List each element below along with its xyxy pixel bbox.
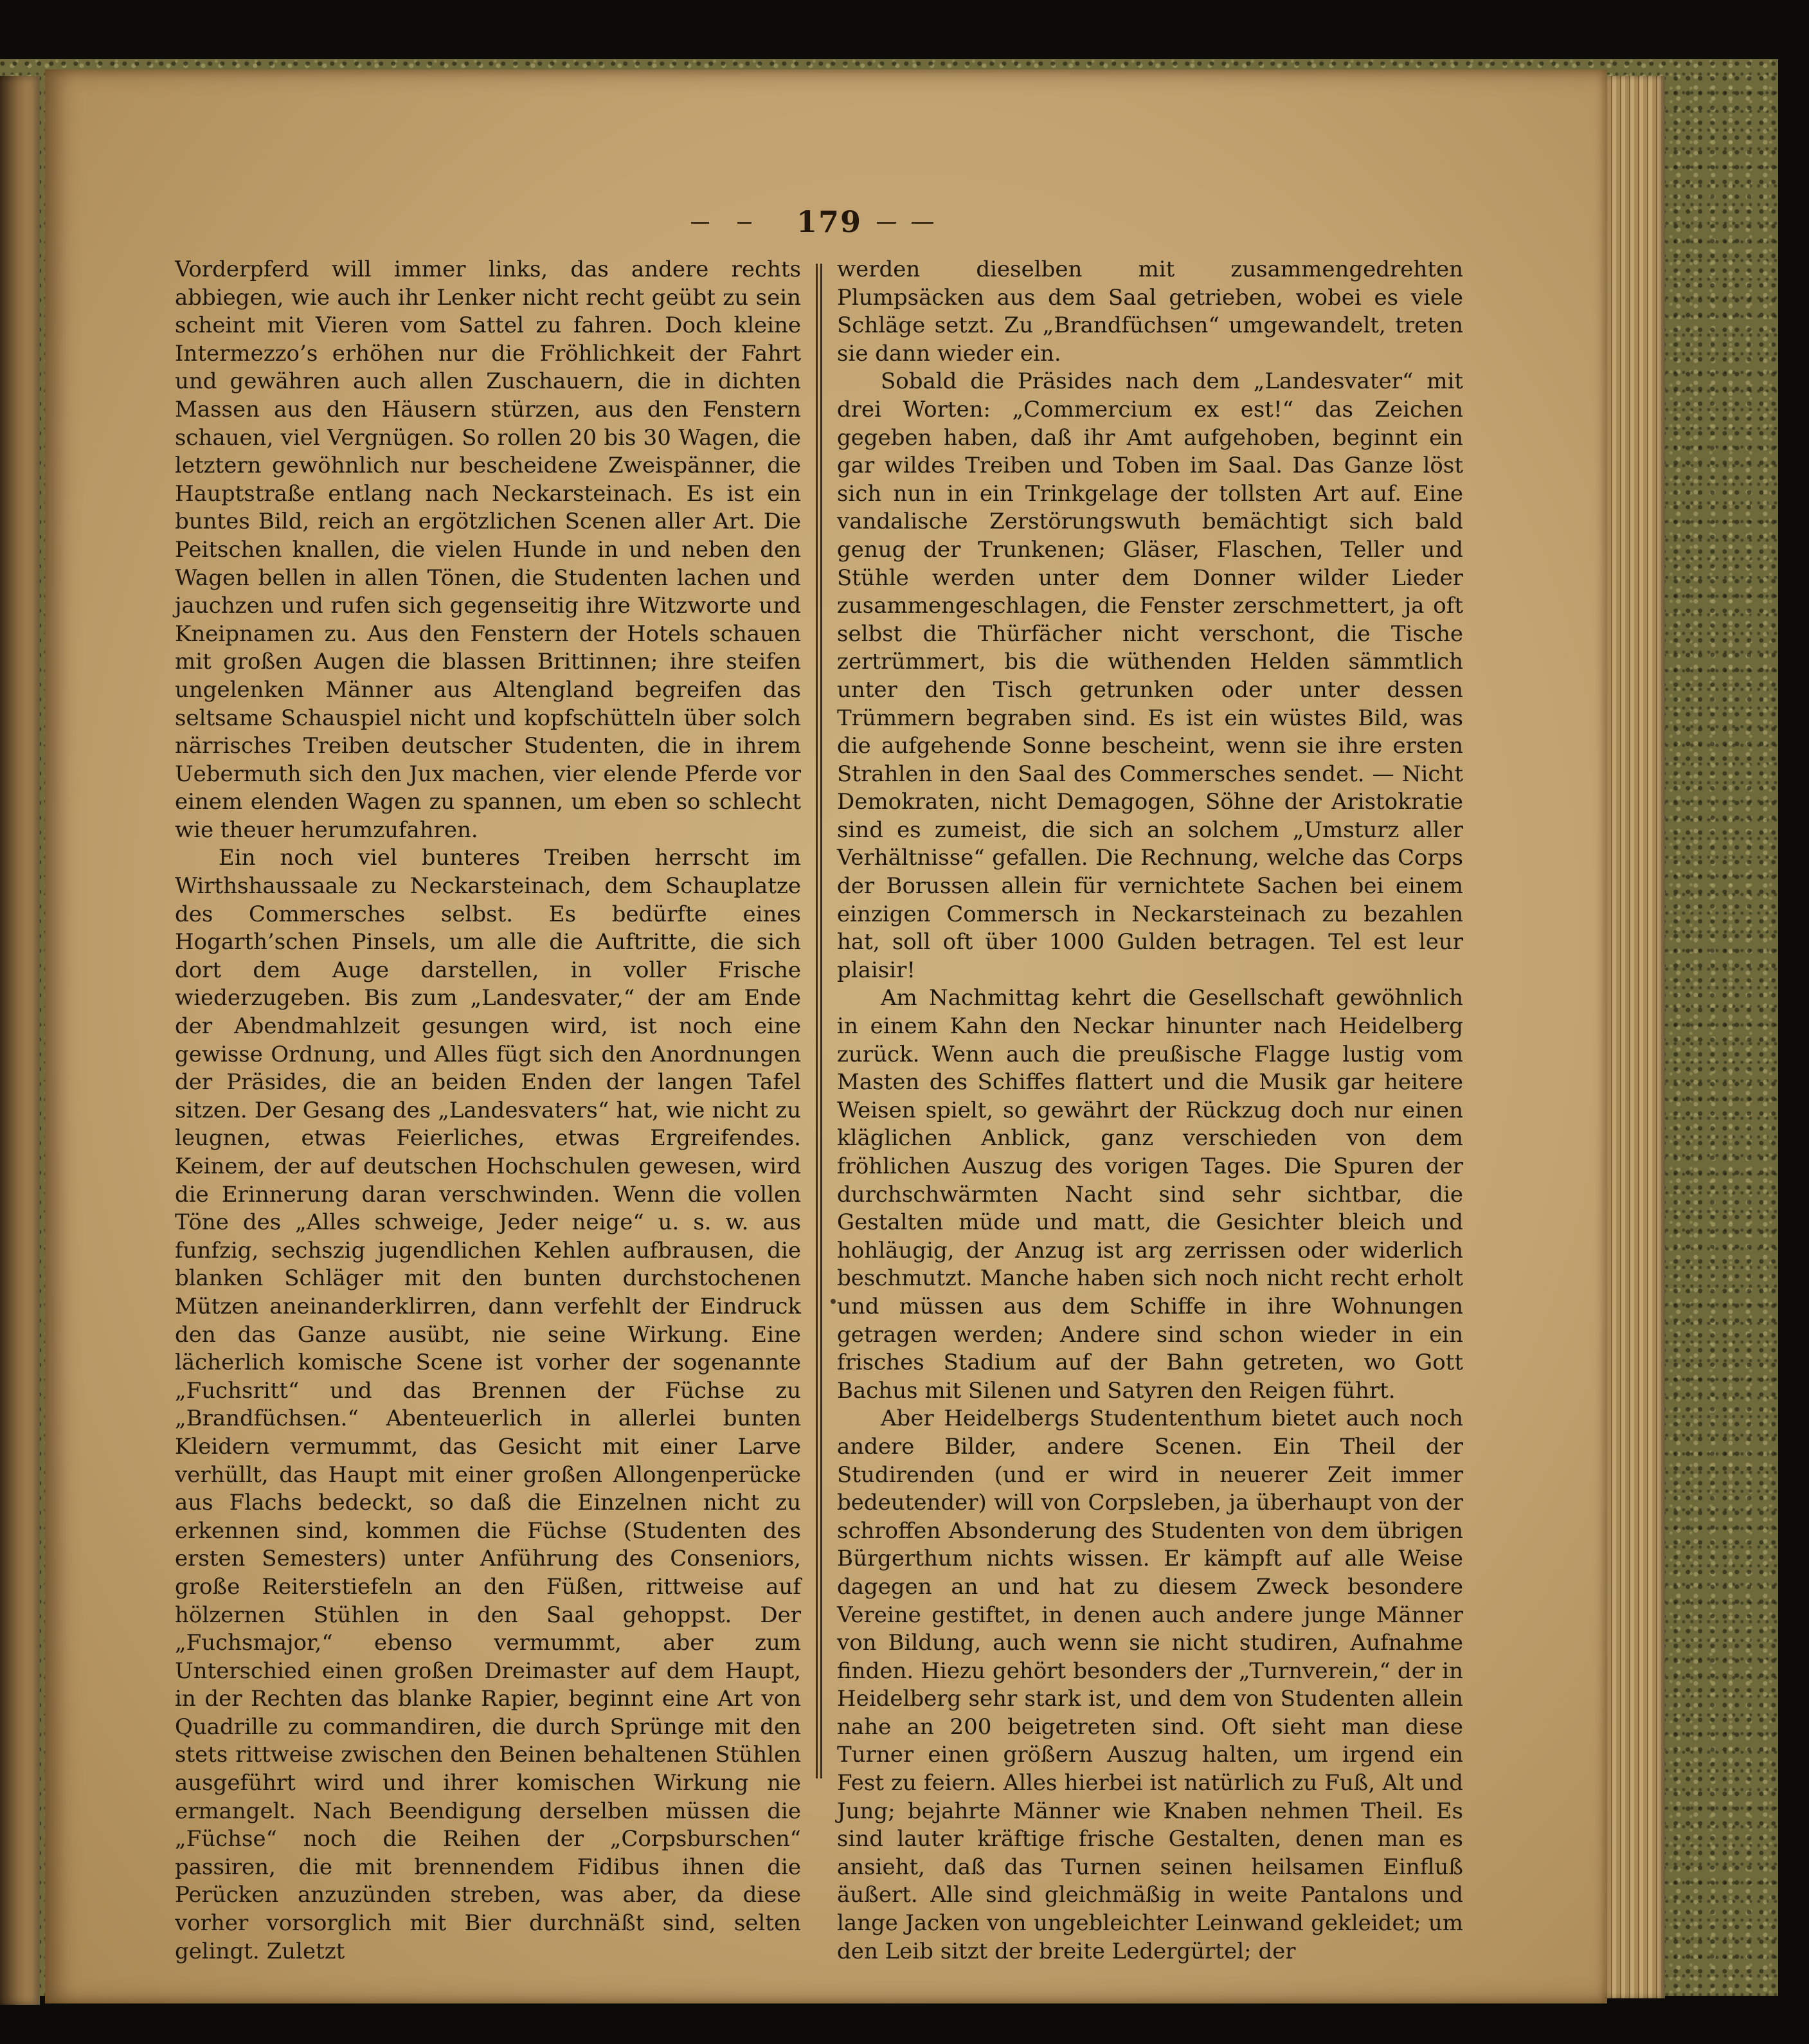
header-dash-right-inner <box>877 222 896 224</box>
paper-mark <box>831 1299 836 1304</box>
paragraph: Am Nachmittag kehrt die Gesellschaft gewöhnlich in einem Kahn den Neckar hinunter nach Heidelberg zurück. Wenn auch die preußische Flagge lustig vom Masten des Schiffes flattert und die Musik gar heitere Weisen spielt, so gewährt der Rückzug doch nur einen kläglichen Anblick, ganz verschieden von dem fröhlichen Auszug des vorigen Tages. Die Spuren der durchschwärmten Nacht sind sehr sichtbar, die Gestalten müde und matt, die Gesichter bleich und hohläugig, der Anzug ist arg zerrissen oder widerlich beschmutzt. Manche haben sich noch nicht recht erholt und müssen aus dem Schiffe in ihre Wohnungen getragen werden; Andere sind schon wieder in ein frisches Stadium auf der Bahn getreten, wo Gott Bachus mit Silenen und Satyren den Reigen führt. <box>837 985 1463 1404</box>
page-edges <box>1607 76 1665 1998</box>
paragraph: Aber Heidelbergs Studententhum bietet auch noch andere Bilder, andere Scenen. Ein Theil der Studirenden (und er wird in neuerer Zeit immer bedeutender) will von Corpsleben, ja überhaupt von der schroffen Absonderung des Studenten von dem übrigen Bürgerthum nichts wissen. Er kämpft auf alle Weise dagegen an und hat zu diesem Zweck besondere Vereine gestiftet, in denen auch andere junge Männer von Bildung, auch wenn sie nicht studiren, Aufnahme finden. Hiezu gehört besonders der „Turnverein,“ der in Heidelberg sehr stark ist, und dem von Studenten allein nahe an 200 beigetreten sind. Oft sieht man diese Turner einen größern Auszug halten, um irgend ein Fest zu feiern. Alles hierbei ist natürlich zu Fuß, Alt und Jung; bejahrte Männer wie Knaben nehmen Theil. Es sind lauter kräftige frische Gestalten, denen man es ansieht, daß das Turnen seinen heilsamen Einfluß äußert. Alle sind gleichmäßig in weite Pantalons und lange Jacken von ungebleichter Leinwand gekleidet; um den Leib sitzt der breite Ledergürtel; der <box>837 1406 1463 1964</box>
left-text-column <box>175 256 801 1966</box>
paragraph: Ein noch viel bunteres Treiben herrscht im Wirthshaussaale zu Neckarsteinach, dem Schauplatze des Commersches selbst. Es bedürfte eines Hogarth’schen Pinsels, um alle die Auftritte, die sich dort dem Auge darstellen, in voller Frische wiederzugeben. Bis zum „Landesvater,“ der am Ende der Abendmahlzeit gesungen wird, ist noch eine gewisse Ordnung, und Alles fügt sich den Anordnungen der Präsides, die an beiden Enden der langen Tafel sitzen. Der Gesang des „Landesvaters“ hat, wie nicht zu leugnen, etwas Feierliches, etwas Ergreifendes. Keinem, der auf deutschen Hochschulen gewesen, wird die Erinnerung daran verschwinden. Wenn die vollen Töne des „Alles schweige, Jeder neige“ u. s. w. aus funfzig, sechszig jugendlichen Kehlen aufbrausen, die blanken Schläger mit den bunten durchstochenen Mützen aneinanderklirren, dann verfehlt der Eindruck den das Ganze ausübt, nie seine Wirkung. Eine lächerlich komische Scene ist vorher der sogenannte „Fuchsritt“ und das Brennen der Füchse zu „Brandfüchsen.“ Abenteuerlich in allerlei bunten Kleidern vermummt, das Gesicht mit einer Larve verhüllt, das Haupt mit einer großen Allongenperücke aus Flachs bedeckt, so daß die Einzelnen nicht zu erkennen sind, kommen die Füchse (Studenten des ersten Semesters) unter Anführung des Conseniors, große Reiterstiefeln an den Füßen, rittweise auf hölzernen Stühlen in den Saal gehoppst. Der „Fuchsmajor,“ ebenso vermummt, aber zum Unterschied einen großen Dreimaster auf dem Haupt, in der Rechten das blanke Rapier, beginnt eine Art von Quadrille zu commandiren, die durch Sprünge mit den stets rittweise zwischen den Beinen behaltenen Stühlen ausgeführt wird und ihrer komischen Wirkung nie ermangelt. Nach Beendigung derselben müssen die „Füchse“ noch die Reihen der „Corpsburschen“ passiren, die mit brennendem Fidibus ihnen die Perücken anzuzünden streben, was aber, da diese vorher vorsorglich mit Bier durchnäßt sind, selten gelingt. Zuletzt <box>175 845 801 1964</box>
right-text-column <box>837 256 1463 1966</box>
paragraph: werden dieselben mit zusammengedrehten Plumpsäcken aus dem Saal getrieben, wobei es viele Schläge setzt. Zu „Brandfüchsen“ umgewandelt, treten sie dann wieder ein. <box>837 257 1463 366</box>
facing-page-edge <box>0 76 40 2005</box>
paragraph: Sobald die Präsides nach dem „Landesvater“ mit drei Worten: „Commercium ex est!“ das Zeichen gegeben haben, daß ihr Amt aufgehoben, beginnt ein gar wildes Treiben und Toben im Saal. Das Ganze löst sich nun in ein Trinkgelage der tollsten Art auf. Eine vandalische Zerstörungswuth bemächtigt sich bald genug der Trunkenen; Gläser, Flaschen, Teller und Stühle werden unter dem Donner wilder Lieder zusammengeschlagen, die Fenster zerschmettert, ja oft selbst die Thürfächer nicht verschont, die Tische zertrümmert, bis die wüthenden Helden sämmtlich unter den Tisch getrunken oder unter dessen Trümmern begraben sind. Es ist ein wüstes Bild, was die aufgehende Sonne bescheint, wenn sie ihre ersten Strahlen in den Saal des Commersches sendet. — Nicht Demokraten, nicht Demagogen, Söhne der Aristokratie sind es zumeist, die sich an solchem „Umsturz aller Verhältnisse“ gefallen. Die Rechnung, welche das Corps der Borussen allein für vernichtete Sachen bei einem einzigen Commersch in Neckarsteinach zu bezahlen hat, soll oft über 1000 Gulden betragen. Tel est leur plaisir! <box>837 368 1463 983</box>
paragraph: Vorderpferd will immer links, das andere rechts abbiegen, wie auch ihr Lenker nicht recht geübt zu sein scheint mit Vieren vom Sattel zu fahren. Doch kleine Intermezzo’s erhöhen nur die Fröhlichkeit der Fahrt und gewähren auch allen Zuschauern, die in dichten Massen aus den Häusern stürzen, aus den Fenstern schauen, viel Vergnügen. So rollen 20 bis 30 Wagen, die letztern gewöhnlich nur bescheidene Zweispänner, die Hauptstraße entlang nach Neckarsteinach. Es ist ein buntes Bild, reich an ergötzlichen Scenen aller Art. Die Peitschen knallen, die vielen Hunde in und neben den Wagen bellen in allen Tönen, die Studenten lachen und jauchzen und rufen sich gegenseitig ihre Witzworte und Kneipnamen zu. Aus den Fenstern der Hotels schauen mit großen Augen die blassen Brittinnen; ihre steifen ungelenken Männer aus Altengland begreifen das seltsame Schauspiel nicht und kopfschütteln über solch närrisches Treiben deutscher Studenten, die in ihrem Uebermuth sich den Jux machen, vier elende Pferde vor einem elenden Wagen zu spannen, um eben so schlecht wie theuer herumzufahren. <box>175 257 801 843</box>
page-number: 179 <box>796 204 863 239</box>
header-dash-right-outer <box>912 222 933 224</box>
column-divider <box>816 264 818 1778</box>
